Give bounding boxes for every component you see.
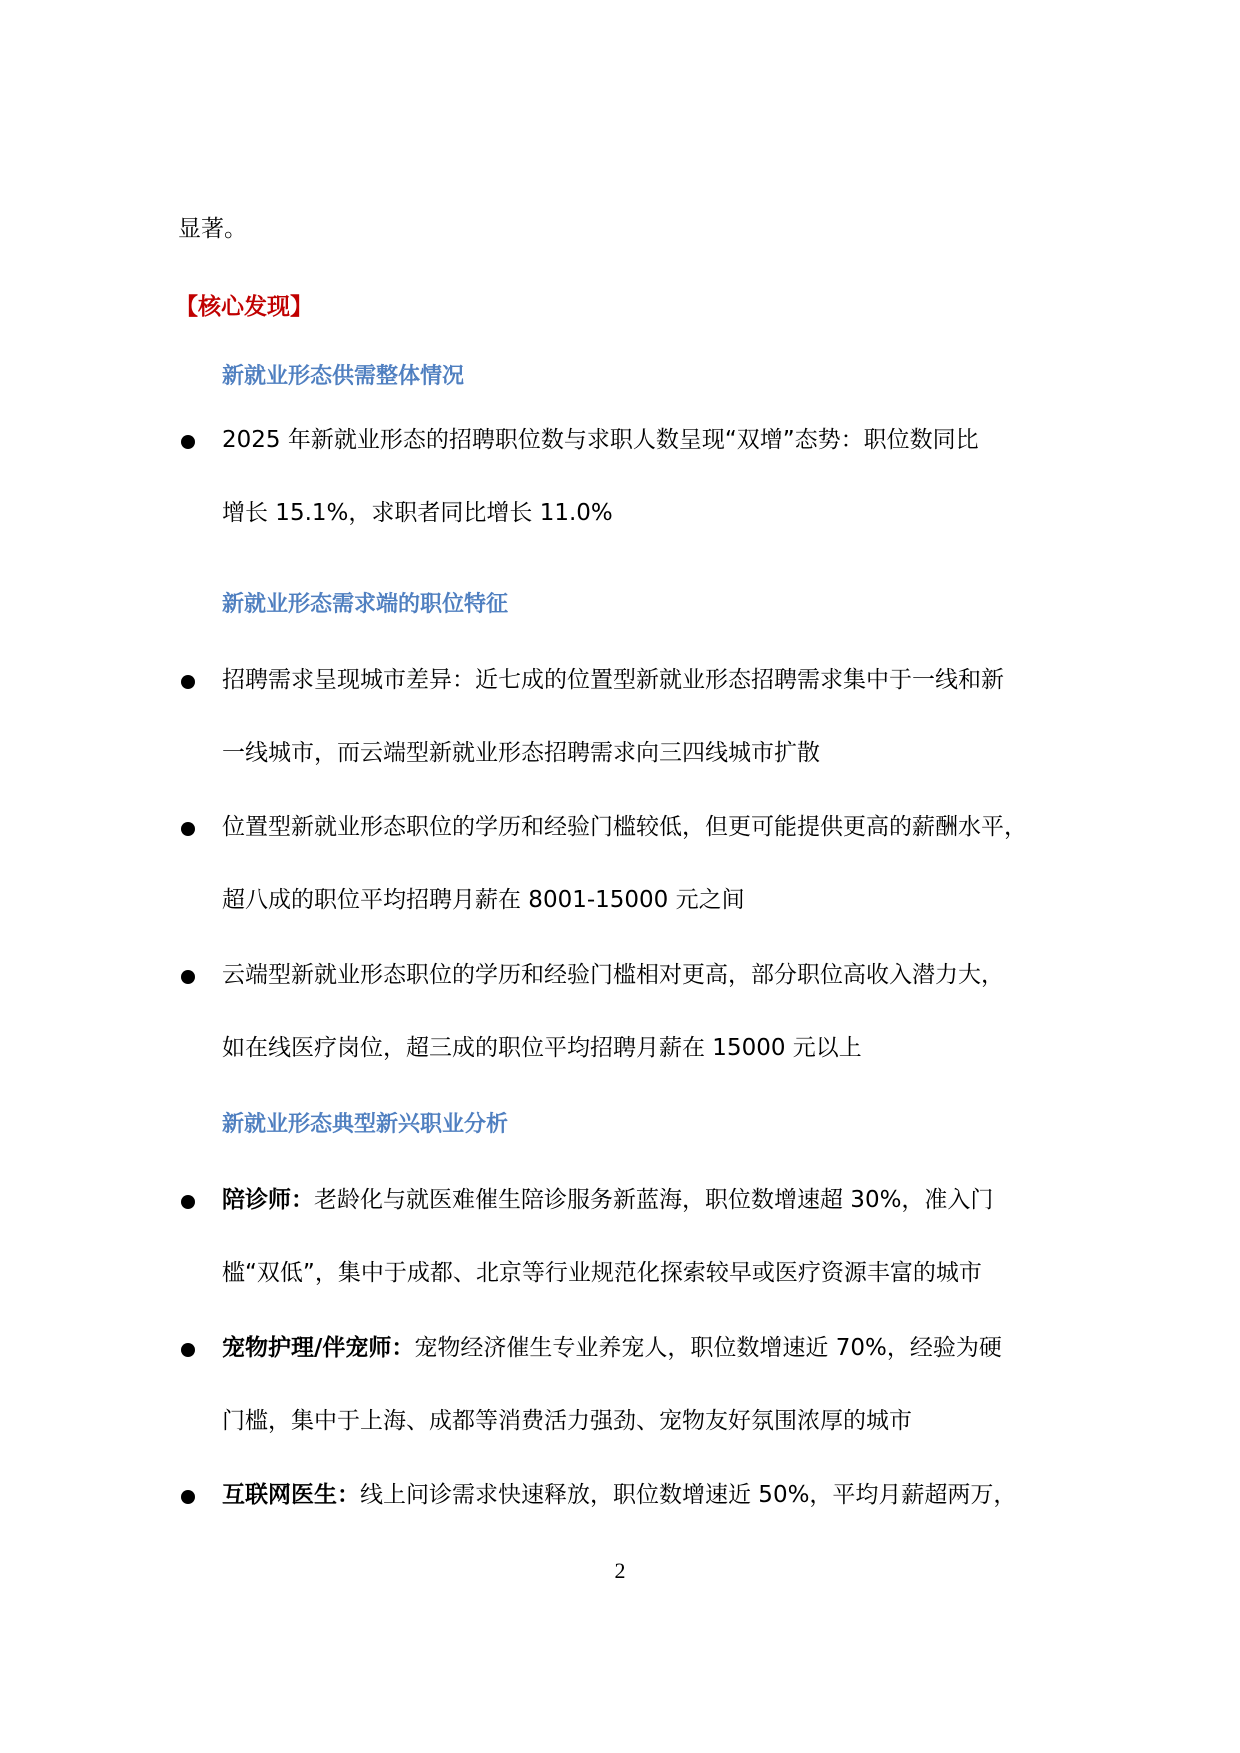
bullet-line: 如在线医疗岗位，超三成的职位平均招聘月薪在 15000 元以上	[222, 1035, 862, 1061]
section-heading-supply-demand: 新就业形态供需整体情况	[222, 364, 465, 389]
bullet-dot-icon	[181, 1343, 195, 1357]
bullet-dot-icon	[181, 1195, 195, 1209]
bullet-line	[222, 1333, 1002, 1363]
bullet-text: 招聘需求呈现城市差异：近七成的位置型新就业形态招聘需求集中于一线和新	[222, 667, 1004, 693]
bullet-dot-icon	[181, 822, 195, 836]
bullet-line: 一线城市，而云端型新就业形态招聘需求向三四线城市扩散	[222, 740, 820, 766]
bullet-line	[222, 1480, 1016, 1510]
bullet-line	[222, 812, 1027, 842]
bullet-line	[222, 960, 1004, 990]
bullet-line: 增长 15.1%，求职者同比增长 11.0%	[222, 500, 613, 526]
bullet-bold-label: 宠物护理/伴宠师：	[222, 1335, 415, 1361]
bullet-line: 槛“双低”，集中于成都、北京等行业规范化探索较早或医疗资源丰富的城市	[222, 1260, 982, 1286]
bullet-dot-icon	[181, 1490, 195, 1504]
bullet-text: 云端型新就业形态职位的学历和经验门槛相对更高，部分职位高收入潜力大，	[222, 962, 1004, 988]
bullet-bold-label: 互联网医生：	[222, 1482, 360, 1508]
section-heading-emerging-occupations: 新就业形态典型新兴职业分析	[222, 1112, 509, 1137]
bullet-line: 超八成的职位平均招聘月薪在 8001-15000 元之间	[222, 887, 745, 913]
bullet-line: 门槛，集中于上海、成都等消费活力强劲、宠物友好氛围浓厚的城市	[222, 1408, 912, 1434]
bullet-text: 位置型新就业形态职位的学历和经验门槛较低，但更可能提供更高的薪酬水平，	[222, 814, 1027, 840]
bullet-dot-icon	[181, 675, 195, 689]
lead-text: 显著。	[178, 216, 247, 242]
page-number: 2	[614, 1558, 626, 1583]
bullet-line	[222, 665, 1004, 695]
bullet-text: 宠物经济催生专业养宠人，职位数增速近 70%，经验为硬	[414, 1335, 1002, 1361]
core-findings-heading: 【核心发现】	[175, 294, 313, 320]
bullet-line	[222, 1185, 993, 1215]
section-heading-demand-features: 新就业形态需求端的职位特征	[222, 592, 509, 617]
bullet-dot-icon	[181, 970, 195, 984]
bullet-bold-label: 陪诊师：	[222, 1187, 314, 1213]
bullet-line	[222, 425, 979, 455]
bullet-text: 老龄化与就医难催生陪诊服务新蓝海，职位数增速超 30%，准入门	[314, 1187, 994, 1213]
bullet-dot-icon	[181, 435, 195, 449]
bullet-text: 线上问诊需求快速释放，职位数增速近 50%，平均月薪超两万，	[360, 1482, 1017, 1508]
bullet-text: 2025 年新就业形态的招聘职位数与求职人数呈现“双增”态势：职位数同比	[222, 427, 979, 453]
